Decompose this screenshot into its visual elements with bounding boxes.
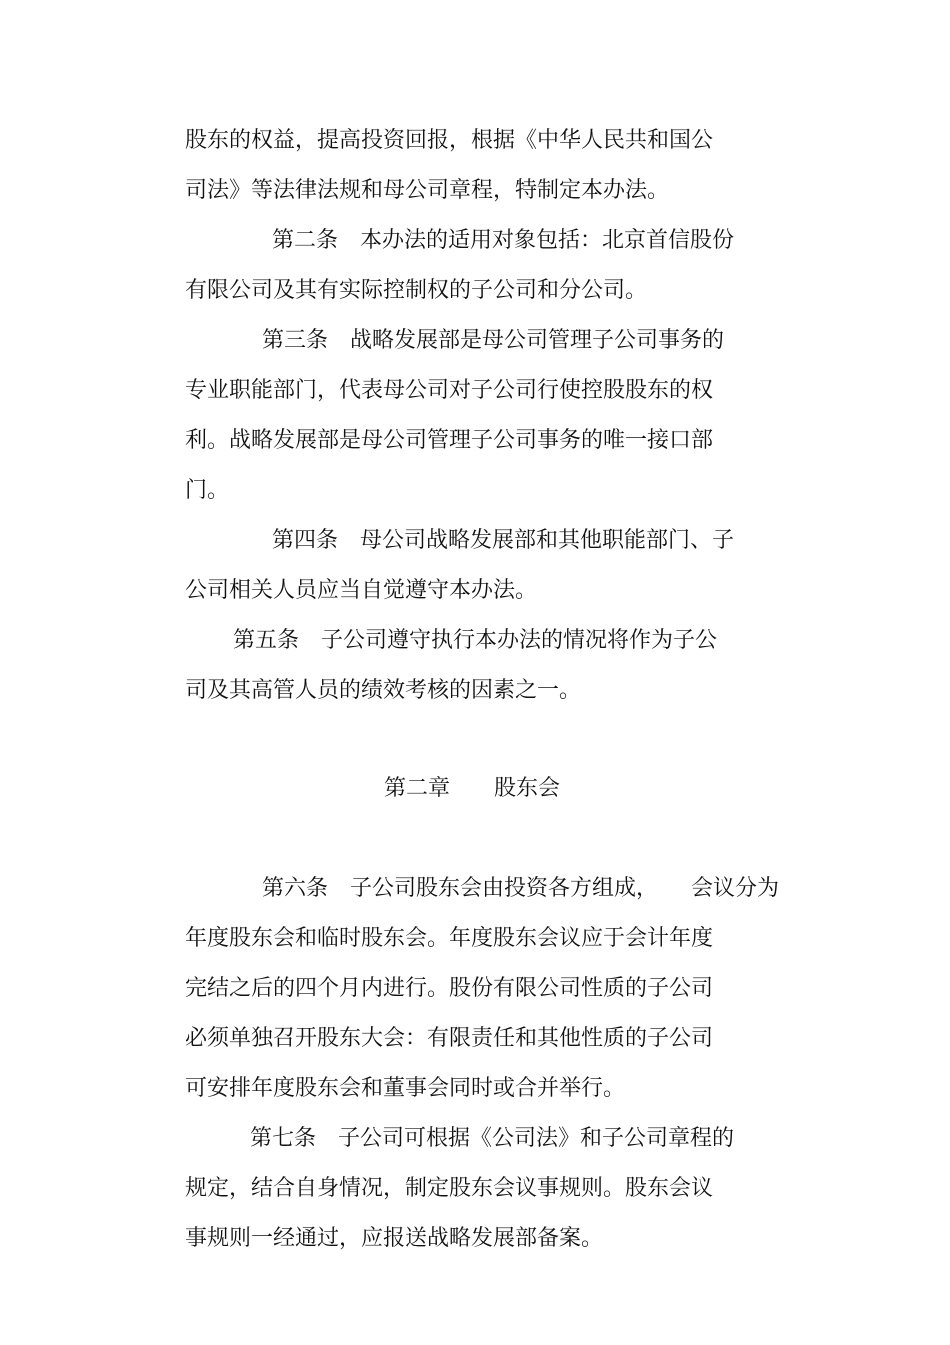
text-line: 完结之后的四个月内进行。股份有限公司性质的子公司 [185,976,714,1001]
text-line: 事规则一经通过，应报送战略发展部备案。 [185,1226,604,1251]
text-line: 必须单独召开股东大会：有限责任和其他性质的子公司 [185,1026,714,1051]
text-line: 股东的权益，提高投资回报，根据《中华人民共和国公 [185,128,714,153]
chapter-heading: 第二章 股东会 [384,776,561,801]
article-3-line: 第三条 战略发展部是母公司管理子公司事务的 [262,328,725,353]
text-line: 司法》等法律法规和母公司章程，特制定本办法。 [185,178,670,203]
text-line: 有限公司及其有实际控制权的子公司和分公司。 [185,278,648,303]
article-6-line: 第六条 子公司股东会由投资各方组成， 会议分为 [262,876,780,901]
text-line: 专业职能部门，代表母公司对子公司行使控股股东的权 [185,378,714,403]
text-line: 公司相关人员应当自觉遵守本办法。 [185,578,538,603]
text-line: 年度股东会和临时股东会。年度股东会议应于会计年度 [185,926,714,951]
text-line: 利。战略发展部是母公司管理子公司事务的唯一接口部 [185,428,714,453]
text-line: 司及其高管人员的绩效考核的因素之一。 [185,678,582,703]
text-line: 可安排年度股东会和董事会同时或合并举行。 [185,1076,626,1101]
text-line: 规定，结合自身情况，制定股东会议事规则。股东会议 [185,1176,714,1201]
article-4-line: 第四条 母公司战略发展部和其他职能部门、子 [272,528,735,553]
article-2-line: 第二条 本办法的适用对象包括：北京首信股份 [272,228,735,253]
article-7-line: 第七条 子公司可根据《公司法》和子公司章程的 [250,1126,735,1151]
article-5-line: 第五条 子公司遵守执行本办法的情况将作为子公 [233,628,718,653]
text-line: 门。 [185,478,230,503]
